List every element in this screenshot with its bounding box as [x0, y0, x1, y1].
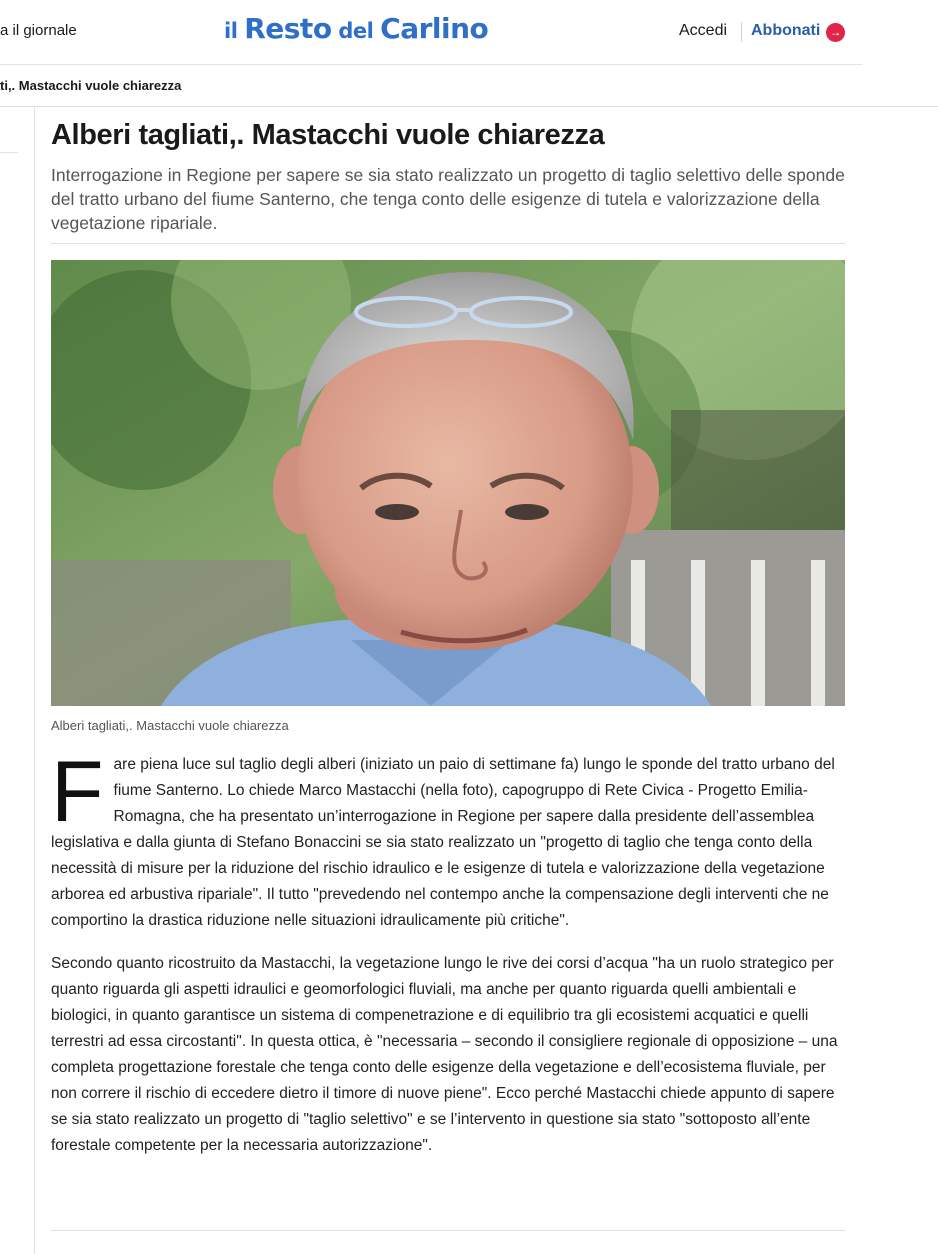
paragraph-1-text: are piena luce sul taglio degli alberi (iniziato un paio di settimane fa) lungo le sponde del tratto urbano del fiume Santerno. Lo chiede Marco Mastacchi (nella foto), capogruppo di Rete Civica - Progetto Emilia-Romagna, che ha presentato un’interrogazione in Regione per sapere dalla presidente dell’assemblea legislativa e dalla giunta di Stefano Bonaccini se sia stato realizzato un "progetto di taglio che tenga conto della necessità di misure per la riduzione del rischio idraulico e le esigenze di tutela e valorizzazione della vegetazione arborea ed arbustiva ripariale". Il tutto "prevedendo nel contempo anche la compensazione degli interventi che ne comportino la drastica riduzione nelle situazioni idraulicamente più critiche".: [51, 756, 835, 929]
title-divider: [51, 243, 845, 244]
photo-caption: Alberi tagliati,. Mastacchi vuole chiarezza: [51, 718, 289, 733]
arrow-right-icon[interactable]: →: [826, 23, 845, 42]
drop-cap: F: [51, 744, 104, 840]
header-divider: [741, 22, 742, 42]
article-photo[interactable]: [51, 260, 845, 706]
article-title: Alberi tagliati,. Mastacchi vuole chiarezza: [51, 119, 605, 151]
logo-word-resto: Resto: [244, 12, 332, 45]
breadcrumb-divider: [0, 106, 938, 107]
logo-word-carlino: Carlino: [380, 12, 489, 45]
site-header: [0, 0, 862, 65]
read-newspaper-link[interactable]: a il giornale: [0, 22, 77, 39]
login-link[interactable]: Accedi: [679, 22, 728, 39]
article-paragraph-2: Secondo quanto ricostruito da Mastacchi, la vegetazione lungo le rive dei corsi d’acqua "ha un ruolo strategico per quanto riguarda gli aspetti idraulici e geomorfologici fluviali, ma anche per quanto riguarda quelli ambientali e biologici, in quanto garantisce un sistema di compenetrazione e di equilibrio tra gli ecosistemi acquatici e quelli terrestri ad essa circostanti". In questa ottica, è "necessaria – secondo il consigliere regionale di opposizione – una completa progettazione forestale che tenga conto delle esigenze della vegetazione e dell’ecosistema fluviale, per non correre il rischio di eccedere dietro il timore di nuove piene". Ecco perché Mastacchi chiede appunto di sapere se sia stato realizzato un progetto di "taglio selettivo" e se l’intervento in questione sia stato "sottoposto all’ente forestale competente per la necessaria autorizzazione".: [51, 955, 838, 1154]
logo-word-del: del: [331, 19, 381, 43]
article-end-divider: [51, 1230, 845, 1231]
article-body: [51, 744, 845, 1176]
article-paragraph-1: [51, 744, 845, 934]
breadcrumb[interactable]: ti,. Mastacchi vuole chiarezza: [0, 78, 182, 93]
sidebar-divider: [0, 152, 18, 153]
article-subtitle: Interrogazione in Regione per sapere se sia stato realizzato un progetto di taglio selettivo delle sponde del tratto urbano del fiume Santerno, che tenga conto delle esigenze di tutela e valorizzazione della vegetazione ripariale.: [51, 165, 845, 233]
subscribe-link[interactable]: Abbonati: [751, 22, 821, 39]
sidebar-border: [34, 107, 35, 1254]
site-logo[interactable]: [224, 12, 488, 45]
logo-word-il: il: [224, 19, 245, 43]
portrait-illustration: [51, 260, 845, 706]
